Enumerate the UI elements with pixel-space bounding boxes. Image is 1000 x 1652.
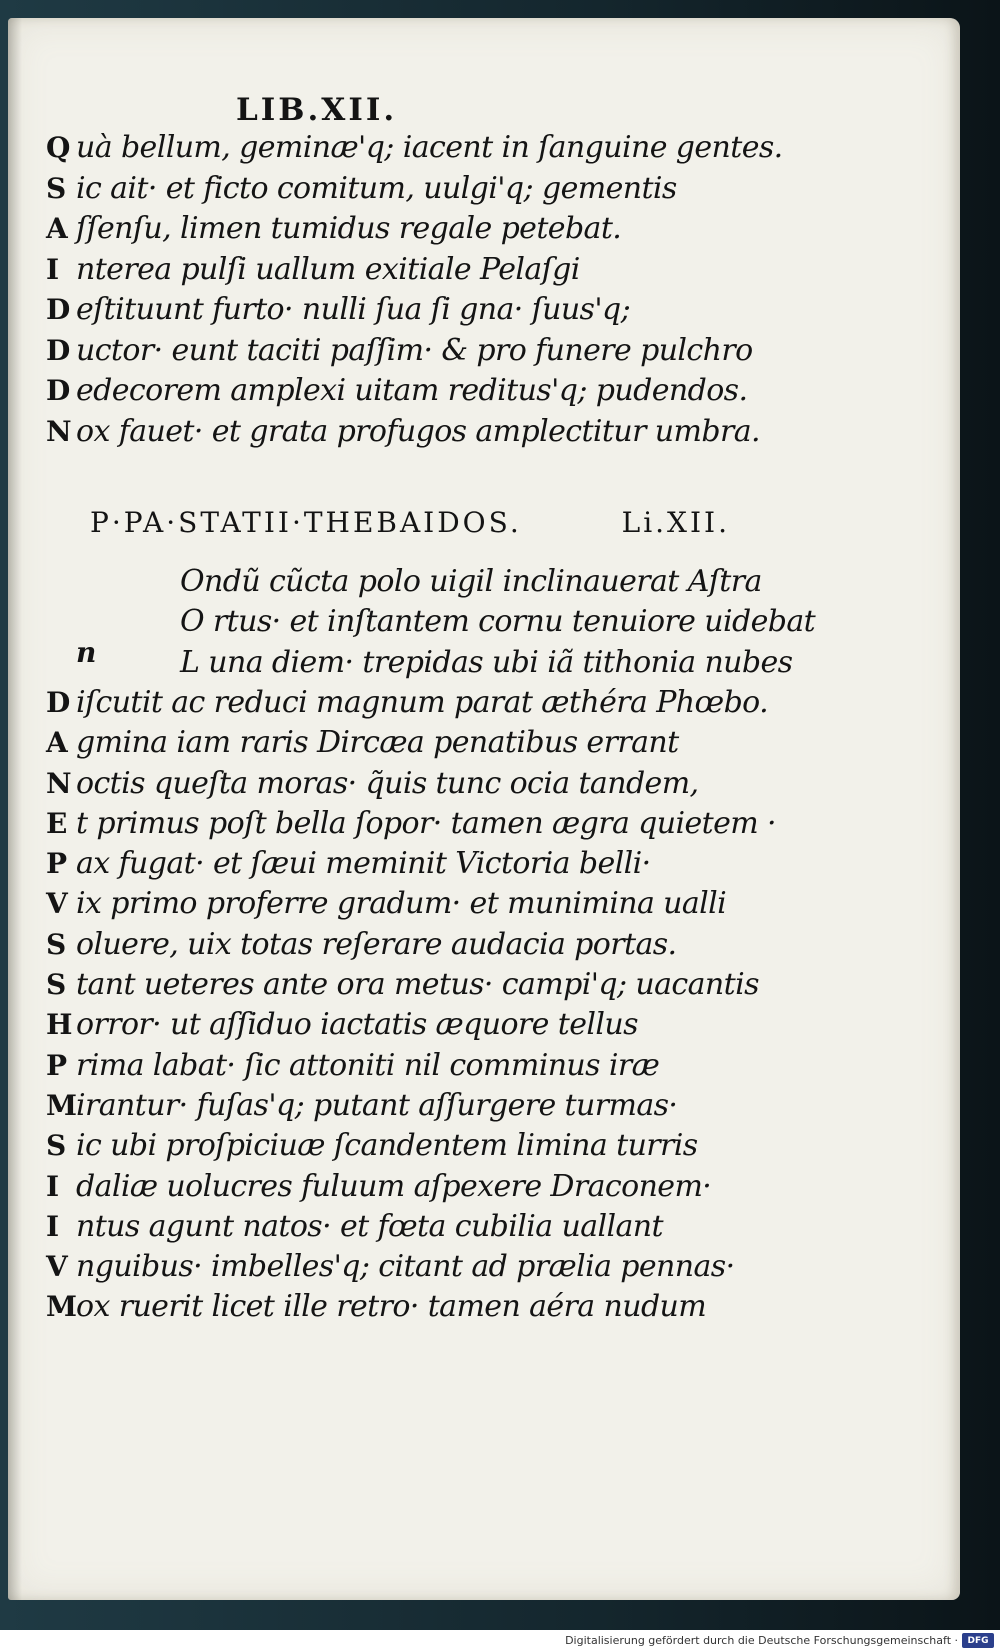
footer-text: Digitalisierung gefördert durch die Deutsche Forschungsgemeinschaft · [565, 1634, 958, 1647]
verse-text: ic ubi proſpiciuæ ſcandentem limina turris [76, 1128, 698, 1164]
verse-line [46, 725, 679, 767]
verse-line [46, 886, 726, 928]
verse-line [46, 806, 776, 848]
verse-line [46, 130, 783, 172]
verse-line [46, 967, 759, 1009]
verse-text: L una diem· trepidas ubi iã tithonia nubes [180, 644, 793, 680]
verse-line [46, 1048, 659, 1090]
verse-text: octis queſta moras· q̃uis tunc ocia tandem, [76, 765, 699, 801]
verse-text: iſcutit ac reduci magnum parat æthéra Phœbo. [76, 684, 769, 720]
verse-text: ntus agunt natos· et fœta cubilia uallant [76, 1208, 663, 1244]
verse-text: daliæ uolucres fuluum aſpexere Draconem· [76, 1168, 712, 1204]
verse-text: irantur· fuſas'q; putant aſſurgere turmas· [76, 1087, 678, 1123]
verse-line [46, 414, 760, 456]
verse-text: uctor· eunt taciti paſſim· & pro funere pulchro [76, 332, 753, 368]
verse-line [46, 333, 753, 375]
verse-line [180, 645, 792, 687]
verse-line [46, 846, 651, 888]
verse-text: edecorem amplexi uitam reditus'q; pudendos. [76, 373, 748, 408]
verse-initial: S [46, 968, 66, 1001]
verse-initial: I [46, 252, 59, 286]
verse-initial: D [46, 374, 70, 407]
verse-initial: I [46, 1169, 59, 1203]
verse-initial: V [46, 887, 68, 921]
verse-text: O rtus· et inſtantem cornu tenuiore uidebat [180, 604, 816, 640]
verse-initial: D [46, 293, 70, 326]
verse-text: ax fugat· et ſæui meminit Victoria belli· [76, 846, 651, 882]
verse-line [46, 1249, 735, 1291]
verse-line [46, 292, 630, 334]
verse-initial: A [46, 212, 68, 245]
verse-text: gmina iam raris Dircæa penatibus errant [76, 725, 679, 761]
verse-initial: D [46, 685, 70, 719]
verse-initial: P [46, 847, 67, 881]
verse-line [46, 1209, 663, 1251]
verse-text: t primus poſt bella ſopor· tamen ægra quietem · [76, 805, 776, 841]
verse-line [46, 927, 676, 969]
verse-line [46, 171, 677, 213]
verse-text: ox fauet· et grata profugos amplectitur umbra. [76, 413, 760, 449]
verse-text: ox ruerit licet ille retro· tamen aéra nudum [76, 1289, 707, 1325]
verse-text: Ondũ cũcta polo uigil inclinauerat Aſtra [180, 564, 762, 599]
verse-initial: M [46, 1088, 77, 1122]
section-title: P·PA·STATII·THEBAIDOS. [90, 506, 522, 539]
verse-text: eſtituunt furto· nulli ſua ſi gna· ſuus'q; [76, 292, 631, 327]
verse-initial: S [46, 927, 66, 961]
verse-line [46, 1169, 711, 1211]
verse-initial: Q [46, 131, 70, 164]
verse-initial: N [46, 766, 71, 800]
verse-line [180, 564, 762, 606]
verse-line [46, 685, 768, 727]
verse-initial: E [46, 806, 67, 840]
guide-letter: n [76, 636, 97, 669]
verse-initial: N [46, 414, 71, 448]
verse-line [46, 373, 747, 415]
verse-text: nterea pulſi uallum exitiale Pelaſgi [76, 251, 580, 287]
verse-text: rima labat· ſic attoniti nil comminus iræ [76, 1047, 660, 1083]
verse-initial: I [46, 1209, 59, 1243]
verse-text: orror· ut aſſiduo iactatis æquore tellus [76, 1007, 638, 1043]
verse-text: ſſenſu, limen tumidus regale petebat. [76, 211, 622, 246]
dfg-logo: DFG [962, 1633, 994, 1648]
verse-line [46, 766, 698, 808]
verse-text: ic ait· et ficto comitum, uulgi'q; gementis [76, 170, 677, 206]
verse-line [46, 1007, 638, 1049]
verse-initial: S [46, 1129, 66, 1163]
verse-text: nguibus· imbelles'q; citant ad prælia pennas· [76, 1249, 735, 1285]
verse-initial: S [46, 171, 66, 205]
verse-line [46, 1088, 677, 1130]
section-book-number: Li.XII. [621, 506, 730, 539]
verse-initial: V [46, 1250, 68, 1284]
verse-text: tant ueteres ante ora metus· campi'q; uacantis [76, 967, 759, 1002]
running-head: LIB.XII. [236, 92, 398, 128]
verse-initial: D [46, 333, 70, 367]
verse-line [46, 211, 621, 253]
verse-line [46, 252, 580, 294]
verse-initial: H [46, 1008, 72, 1042]
verse-text: uà bellum, geminæ'q; iacent in ſanguine gentes. [76, 130, 783, 165]
section-heading [90, 506, 730, 539]
verse-initial: A [46, 726, 68, 760]
verse-line [180, 604, 815, 646]
verse-line [46, 1128, 698, 1170]
verse-initial: M [46, 1290, 77, 1324]
verse-initial: P [46, 1048, 67, 1082]
verse-text: ix primo proferre gradum· et munimina ualli [76, 886, 727, 922]
verse-text: oluere, uix totas reſerare audacia portas. [76, 926, 677, 962]
verse-line [46, 1289, 706, 1331]
